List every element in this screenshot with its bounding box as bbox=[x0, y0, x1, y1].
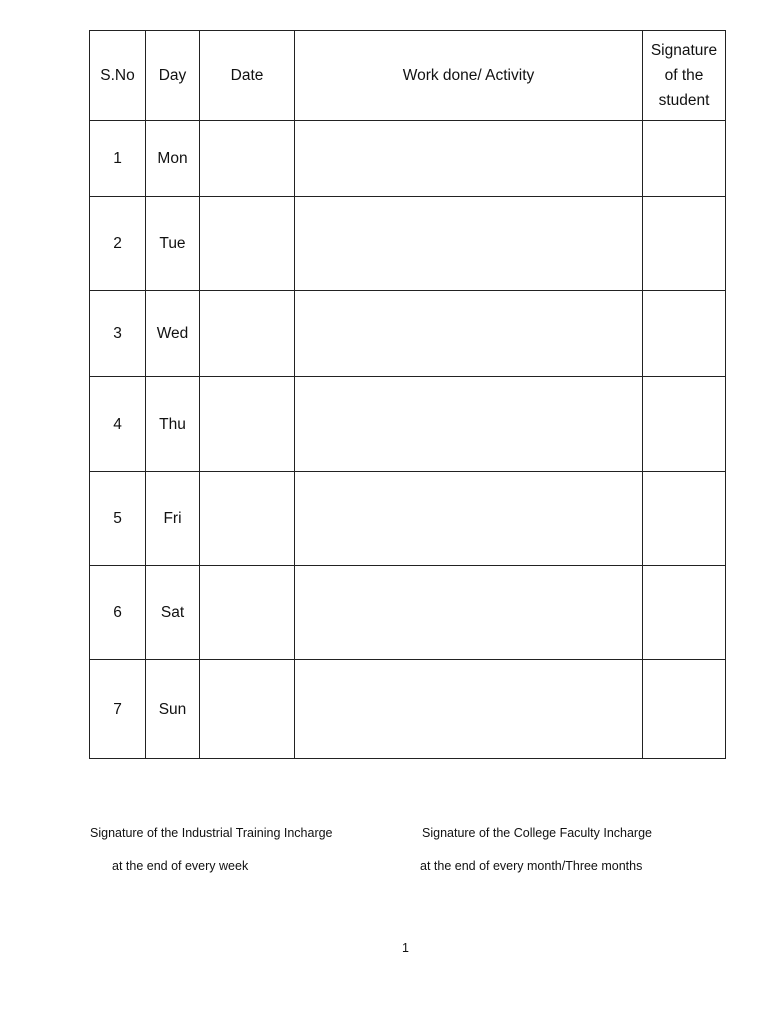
table-row bbox=[90, 197, 726, 291]
cell-activity[interactable] bbox=[295, 472, 643, 566]
cell-date[interactable] bbox=[200, 197, 295, 291]
cell-sno: 7 bbox=[90, 660, 146, 759]
cell-activity[interactable] bbox=[295, 660, 643, 759]
header-date: Date bbox=[200, 31, 295, 121]
cell-sno: 4 bbox=[90, 377, 146, 472]
cell-day: Sat bbox=[146, 566, 200, 660]
cell-sno: 2 bbox=[90, 197, 146, 291]
industrial-incharge-frequency-note: at the end of every week bbox=[112, 859, 249, 873]
cell-date[interactable] bbox=[200, 377, 295, 472]
cell-day: Sun bbox=[146, 660, 200, 759]
header-day: Day bbox=[146, 31, 200, 121]
cell-signature[interactable] bbox=[643, 566, 726, 660]
cell-day: Wed bbox=[146, 291, 200, 377]
cell-activity[interactable] bbox=[295, 121, 643, 197]
table-row bbox=[90, 291, 726, 377]
cell-date[interactable] bbox=[200, 291, 295, 377]
cell-sno: 3 bbox=[90, 291, 146, 377]
faculty-incharge-signature-label: Signature of the College Faculty Incharge bbox=[422, 826, 652, 840]
cell-activity[interactable] bbox=[295, 377, 643, 472]
header-activity: Work done/ Activity bbox=[295, 31, 643, 121]
cell-sno: 5 bbox=[90, 472, 146, 566]
cell-signature[interactable] bbox=[643, 121, 726, 197]
cell-signature[interactable] bbox=[643, 197, 726, 291]
industrial-incharge-signature-label: Signature of the Industrial Training Incharge bbox=[90, 826, 333, 840]
header-sno: S.No bbox=[90, 31, 146, 121]
cell-activity[interactable] bbox=[295, 566, 643, 660]
table-row bbox=[90, 660, 726, 759]
table-row bbox=[90, 121, 726, 197]
cell-date[interactable] bbox=[200, 121, 295, 197]
cell-date[interactable] bbox=[200, 660, 295, 759]
cell-signature[interactable] bbox=[643, 291, 726, 377]
cell-signature[interactable] bbox=[643, 472, 726, 566]
table-row bbox=[90, 566, 726, 660]
cell-day: Tue bbox=[146, 197, 200, 291]
table-row bbox=[90, 377, 726, 472]
faculty-incharge-frequency-note: at the end of every month/Three months bbox=[420, 859, 643, 873]
cell-day: Mon bbox=[146, 121, 200, 197]
cell-day: Fri bbox=[146, 472, 200, 566]
table-row bbox=[90, 472, 726, 566]
cell-date[interactable] bbox=[200, 472, 295, 566]
cell-date[interactable] bbox=[200, 566, 295, 660]
cell-day: Thu bbox=[146, 377, 200, 472]
cell-signature[interactable] bbox=[643, 377, 726, 472]
cell-sno: 1 bbox=[90, 121, 146, 197]
cell-activity[interactable] bbox=[295, 197, 643, 291]
cell-sno: 6 bbox=[90, 566, 146, 660]
weekly-log-table bbox=[89, 30, 726, 759]
header-signature: Signature of the student bbox=[643, 31, 726, 121]
cell-activity[interactable] bbox=[295, 291, 643, 377]
table-header-row bbox=[90, 31, 726, 121]
cell-signature[interactable] bbox=[643, 660, 726, 759]
page-number: 1 bbox=[402, 941, 409, 955]
